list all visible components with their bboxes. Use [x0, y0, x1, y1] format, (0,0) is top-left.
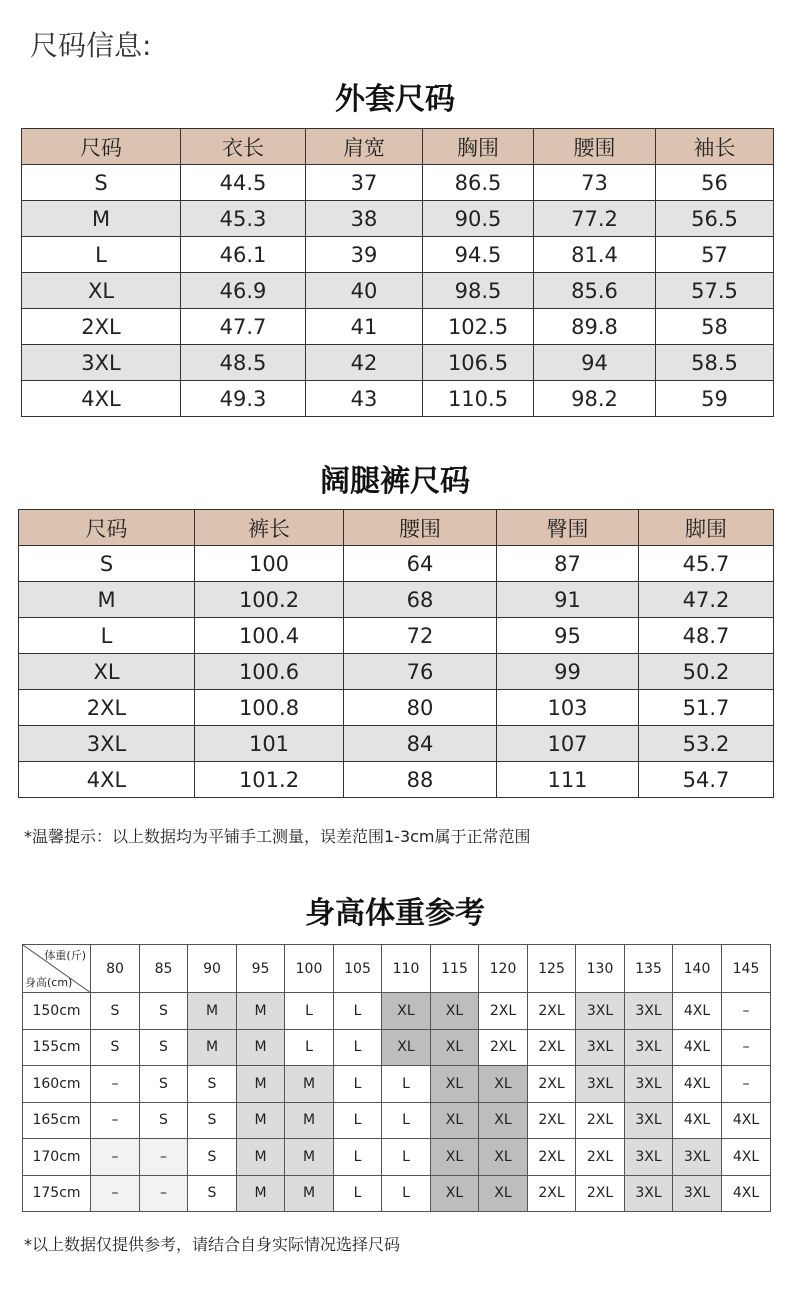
reference-row: [23, 1175, 771, 1212]
reference-size-cell: S: [140, 993, 188, 1030]
jacket-row: [22, 273, 774, 309]
pants-header-cell: 臀围: [497, 510, 639, 546]
jacket-row: [22, 309, 774, 345]
jacket-cell: 57: [656, 237, 774, 273]
reference-header-row: [23, 945, 771, 993]
jacket-cell: 48.5: [181, 345, 306, 381]
height-weight-table: [22, 944, 771, 1212]
jacket-header-cell: 肩宽: [306, 129, 423, 165]
jacket-cell: 59: [656, 381, 774, 417]
reference-weight-cell: 120: [479, 945, 528, 993]
pants-cell: L: [19, 618, 195, 654]
pants-cell: 111: [497, 762, 639, 798]
pants-cell: 80: [344, 690, 497, 726]
jacket-row: [22, 201, 774, 237]
reference-weight-cell: 85: [140, 945, 188, 993]
reference-weight-cell: 140: [673, 945, 722, 993]
jacket-header-row: [22, 129, 774, 165]
jacket-header-cell: 尺码: [22, 129, 181, 165]
pants-cell: 100.6: [195, 654, 344, 690]
reference-size-cell: 3XL: [625, 1139, 673, 1176]
reference-size-cell: XL: [382, 1029, 431, 1066]
reference-size-cell: 3XL: [625, 1066, 673, 1103]
reference-size-cell: XL: [479, 1066, 528, 1103]
reference-size-cell: –: [140, 1139, 188, 1176]
pants-cell: 87: [497, 546, 639, 582]
reference-size-cell: 2XL: [479, 1029, 528, 1066]
reference-size-cell: S: [91, 1029, 140, 1066]
reference-weight-cell: 110: [382, 945, 431, 993]
reference-size-cell: S: [188, 1139, 237, 1176]
jacket-cell: 94: [534, 345, 656, 381]
reference-size-cell: S: [188, 1175, 237, 1212]
jacket-cell: XL: [22, 273, 181, 309]
jacket-header-cell: 胸围: [423, 129, 534, 165]
pants-row: [19, 546, 774, 582]
jacket-cell: 110.5: [423, 381, 534, 417]
reference-weight-cell: 90: [188, 945, 237, 993]
reference-size-cell: L: [334, 1029, 382, 1066]
reference-size-cell: 3XL: [625, 1175, 673, 1212]
pants-cell: XL: [19, 654, 195, 690]
page-heading: 尺码信息:: [30, 29, 152, 62]
pants-cell: 101: [195, 726, 344, 762]
reference-size-cell: L: [334, 1102, 382, 1139]
jacket-cell: L: [22, 237, 181, 273]
pants-cell: 72: [344, 618, 497, 654]
jacket-cell: 102.5: [423, 309, 534, 345]
jacket-row: [22, 345, 774, 381]
reference-size-cell: M: [285, 1139, 334, 1176]
pants-cell: 4XL: [19, 762, 195, 798]
pants-cell: 50.2: [639, 654, 774, 690]
pants-header-cell: 腰围: [344, 510, 497, 546]
reference-size-cell: M: [285, 1175, 334, 1212]
reference-size-cell: 2XL: [528, 1029, 576, 1066]
reference-size-cell: L: [285, 1029, 334, 1066]
reference-size-cell: 3XL: [625, 993, 673, 1030]
jacket-header-cell: 衣长: [181, 129, 306, 165]
reference-size-cell: S: [91, 993, 140, 1030]
pants-row: [19, 654, 774, 690]
jacket-cell: 73: [534, 165, 656, 201]
reference-height-cell: 175cm: [23, 1175, 91, 1212]
pants-row: [19, 618, 774, 654]
reference-size-cell: XL: [431, 1029, 479, 1066]
reference-row: [23, 993, 771, 1030]
jacket-cell: 41: [306, 309, 423, 345]
pants-cell: 99: [497, 654, 639, 690]
reference-weight-cell: 95: [237, 945, 285, 993]
reference-title: 身高体重参考: [305, 896, 485, 931]
pants-cell: 51.7: [639, 690, 774, 726]
reference-size-cell: XL: [431, 1175, 479, 1212]
reference-row: [23, 1102, 771, 1139]
reference-size-cell: 3XL: [576, 1066, 625, 1103]
jacket-cell: 46.9: [181, 273, 306, 309]
reference-height-cell: 155cm: [23, 1029, 91, 1066]
reference-size-cell: L: [285, 993, 334, 1030]
reference-size-cell: 4XL: [673, 1066, 722, 1103]
reference-size-cell: –: [140, 1175, 188, 1212]
jacket-cell: 3XL: [22, 345, 181, 381]
reference-size-cell: 2XL: [479, 993, 528, 1030]
pants-cell: 48.7: [639, 618, 774, 654]
reference-size-cell: –: [722, 1029, 771, 1066]
jacket-row: [22, 237, 774, 273]
jacket-size-table: [21, 128, 774, 417]
pants-cell: 100: [195, 546, 344, 582]
reference-size-cell: M: [285, 1102, 334, 1139]
pants-cell: 100.4: [195, 618, 344, 654]
pants-header-cell: 尺码: [19, 510, 195, 546]
jacket-cell: M: [22, 201, 181, 237]
jacket-cell: 81.4: [534, 237, 656, 273]
jacket-cell: 37: [306, 165, 423, 201]
pants-row: [19, 690, 774, 726]
pants-cell: 64: [344, 546, 497, 582]
pants-cell: S: [19, 546, 195, 582]
reference-weight-cell: 115: [431, 945, 479, 993]
corner-height-label: 身高(cm): [25, 976, 73, 989]
pants-cell: 95: [497, 618, 639, 654]
reference-size-cell: 4XL: [722, 1102, 771, 1139]
reference-size-cell: XL: [431, 1139, 479, 1176]
reference-row: [23, 1139, 771, 1176]
reference-size-cell: L: [334, 993, 382, 1030]
jacket-cell: 49.3: [181, 381, 306, 417]
pants-cell: 100.2: [195, 582, 344, 618]
reference-size-cell: L: [334, 1139, 382, 1176]
reference-size-cell: –: [91, 1066, 140, 1103]
jacket-cell: 57.5: [656, 273, 774, 309]
pants-size-table: [18, 509, 774, 798]
pants-cell: 45.7: [639, 546, 774, 582]
pants-cell: 100.8: [195, 690, 344, 726]
jacket-cell: 58.5: [656, 345, 774, 381]
pants-header-cell: 脚围: [639, 510, 774, 546]
pants-header-cell: 裤长: [195, 510, 344, 546]
reference-size-cell: 3XL: [673, 1139, 722, 1176]
reference-size-cell: S: [188, 1066, 237, 1103]
jacket-cell: 86.5: [423, 165, 534, 201]
pants-cell: 88: [344, 762, 497, 798]
pants-cell: 107: [497, 726, 639, 762]
jacket-size-title: 外套尺码: [335, 82, 455, 117]
reference-size-cell: L: [382, 1066, 431, 1103]
reference-size-cell: 2XL: [528, 1102, 576, 1139]
pants-size-title: 阔腿裤尺码: [320, 464, 470, 499]
reference-size-cell: 2XL: [528, 1175, 576, 1212]
jacket-cell: 58: [656, 309, 774, 345]
jacket-cell: 90.5: [423, 201, 534, 237]
reference-row: [23, 1029, 771, 1066]
jacket-cell: 94.5: [423, 237, 534, 273]
jacket-cell: 2XL: [22, 309, 181, 345]
reference-size-cell: 3XL: [625, 1029, 673, 1066]
reference-size-cell: XL: [431, 1066, 479, 1103]
reference-corner-cell: [23, 945, 91, 993]
jacket-header-cell: 袖长: [656, 129, 774, 165]
pants-row: [19, 762, 774, 798]
jacket-cell: 56.5: [656, 201, 774, 237]
jacket-cell: S: [22, 165, 181, 201]
reference-size-cell: XL: [382, 993, 431, 1030]
reference-size-cell: 4XL: [673, 993, 722, 1030]
jacket-cell: 85.6: [534, 273, 656, 309]
pants-cell: 91: [497, 582, 639, 618]
pants-cell: 103: [497, 690, 639, 726]
pants-cell: 3XL: [19, 726, 195, 762]
jacket-cell: 42: [306, 345, 423, 381]
reference-size-cell: M: [237, 1175, 285, 1212]
pants-row: [19, 726, 774, 762]
reference-size-cell: –: [722, 993, 771, 1030]
reference-size-cell: 2XL: [576, 1175, 625, 1212]
jacket-cell: 46.1: [181, 237, 306, 273]
jacket-cell: 4XL: [22, 381, 181, 417]
pants-cell: 2XL: [19, 690, 195, 726]
reference-size-cell: 4XL: [673, 1102, 722, 1139]
reference-size-cell: L: [382, 1102, 431, 1139]
reference-weight-cell: 125: [528, 945, 576, 993]
jacket-row: [22, 165, 774, 201]
footer-note: *以上数据仅提供参考，请结合自身实际情况选择尺码: [24, 1235, 401, 1254]
reference-size-cell: M: [237, 1102, 285, 1139]
reference-size-cell: 3XL: [576, 1029, 625, 1066]
reference-size-cell: S: [140, 1102, 188, 1139]
reference-size-cell: 3XL: [625, 1102, 673, 1139]
pants-row: [19, 582, 774, 618]
reference-weight-cell: 135: [625, 945, 673, 993]
reference-height-cell: 165cm: [23, 1102, 91, 1139]
reference-weight-cell: 100: [285, 945, 334, 993]
reference-size-cell: L: [334, 1066, 382, 1103]
reference-size-cell: M: [237, 993, 285, 1030]
pants-cell: 76: [344, 654, 497, 690]
reference-size-cell: XL: [479, 1175, 528, 1212]
jacket-cell: 40: [306, 273, 423, 309]
jacket-cell: 45.3: [181, 201, 306, 237]
reference-size-cell: M: [237, 1029, 285, 1066]
measurement-tip: *温馨提示：以上数据均为平铺手工测量，误差范围1-3cm属于正常范围: [24, 827, 531, 846]
jacket-cell: 77.2: [534, 201, 656, 237]
jacket-cell: 98.5: [423, 273, 534, 309]
pants-header-row: [19, 510, 774, 546]
pants-cell: 101.2: [195, 762, 344, 798]
reference-weight-cell: 105: [334, 945, 382, 993]
jacket-cell: 43: [306, 381, 423, 417]
jacket-cell: 38: [306, 201, 423, 237]
reference-size-cell: M: [285, 1066, 334, 1103]
jacket-cell: 47.7: [181, 309, 306, 345]
reference-size-cell: 2XL: [528, 993, 576, 1030]
jacket-cell: 106.5: [423, 345, 534, 381]
jacket-header-cell: 腰围: [534, 129, 656, 165]
reference-size-cell: –: [722, 1066, 771, 1103]
reference-size-cell: 2XL: [576, 1139, 625, 1176]
reference-weight-cell: 80: [91, 945, 140, 993]
reference-size-cell: M: [188, 993, 237, 1030]
pants-cell: 53.2: [639, 726, 774, 762]
corner-weight-label: 体重(斤): [44, 949, 86, 962]
reference-size-cell: 2XL: [576, 1102, 625, 1139]
reference-height-cell: 150cm: [23, 993, 91, 1030]
reference-size-cell: 2XL: [528, 1139, 576, 1176]
reference-height-cell: 160cm: [23, 1066, 91, 1103]
reference-size-cell: 2XL: [528, 1066, 576, 1103]
reference-weight-cell: 130: [576, 945, 625, 993]
jacket-cell: 98.2: [534, 381, 656, 417]
jacket-cell: 44.5: [181, 165, 306, 201]
reference-size-cell: S: [188, 1102, 237, 1139]
pants-cell: 84: [344, 726, 497, 762]
reference-size-cell: S: [140, 1029, 188, 1066]
jacket-cell: 89.8: [534, 309, 656, 345]
reference-size-cell: M: [237, 1066, 285, 1103]
reference-row: [23, 1066, 771, 1103]
pants-cell: M: [19, 582, 195, 618]
reference-size-cell: 3XL: [576, 993, 625, 1030]
reference-size-cell: 4XL: [722, 1139, 771, 1176]
reference-size-cell: 4XL: [722, 1175, 771, 1212]
reference-weight-cell: 145: [722, 945, 771, 993]
reference-size-cell: M: [188, 1029, 237, 1066]
pants-cell: 54.7: [639, 762, 774, 798]
reference-size-cell: XL: [431, 993, 479, 1030]
reference-size-cell: XL: [479, 1139, 528, 1176]
reference-size-cell: S: [140, 1066, 188, 1103]
reference-height-cell: 170cm: [23, 1139, 91, 1176]
reference-size-cell: –: [91, 1175, 140, 1212]
reference-size-cell: XL: [479, 1102, 528, 1139]
reference-size-cell: –: [91, 1139, 140, 1176]
jacket-row: [22, 381, 774, 417]
reference-size-cell: 3XL: [673, 1175, 722, 1212]
reference-size-cell: 4XL: [673, 1029, 722, 1066]
reference-size-cell: M: [237, 1139, 285, 1176]
reference-size-cell: L: [382, 1139, 431, 1176]
reference-size-cell: L: [382, 1175, 431, 1212]
pants-cell: 68: [344, 582, 497, 618]
jacket-cell: 39: [306, 237, 423, 273]
reference-size-cell: L: [334, 1175, 382, 1212]
pants-cell: 47.2: [639, 582, 774, 618]
reference-size-cell: XL: [431, 1102, 479, 1139]
jacket-cell: 56: [656, 165, 774, 201]
reference-size-cell: –: [91, 1102, 140, 1139]
